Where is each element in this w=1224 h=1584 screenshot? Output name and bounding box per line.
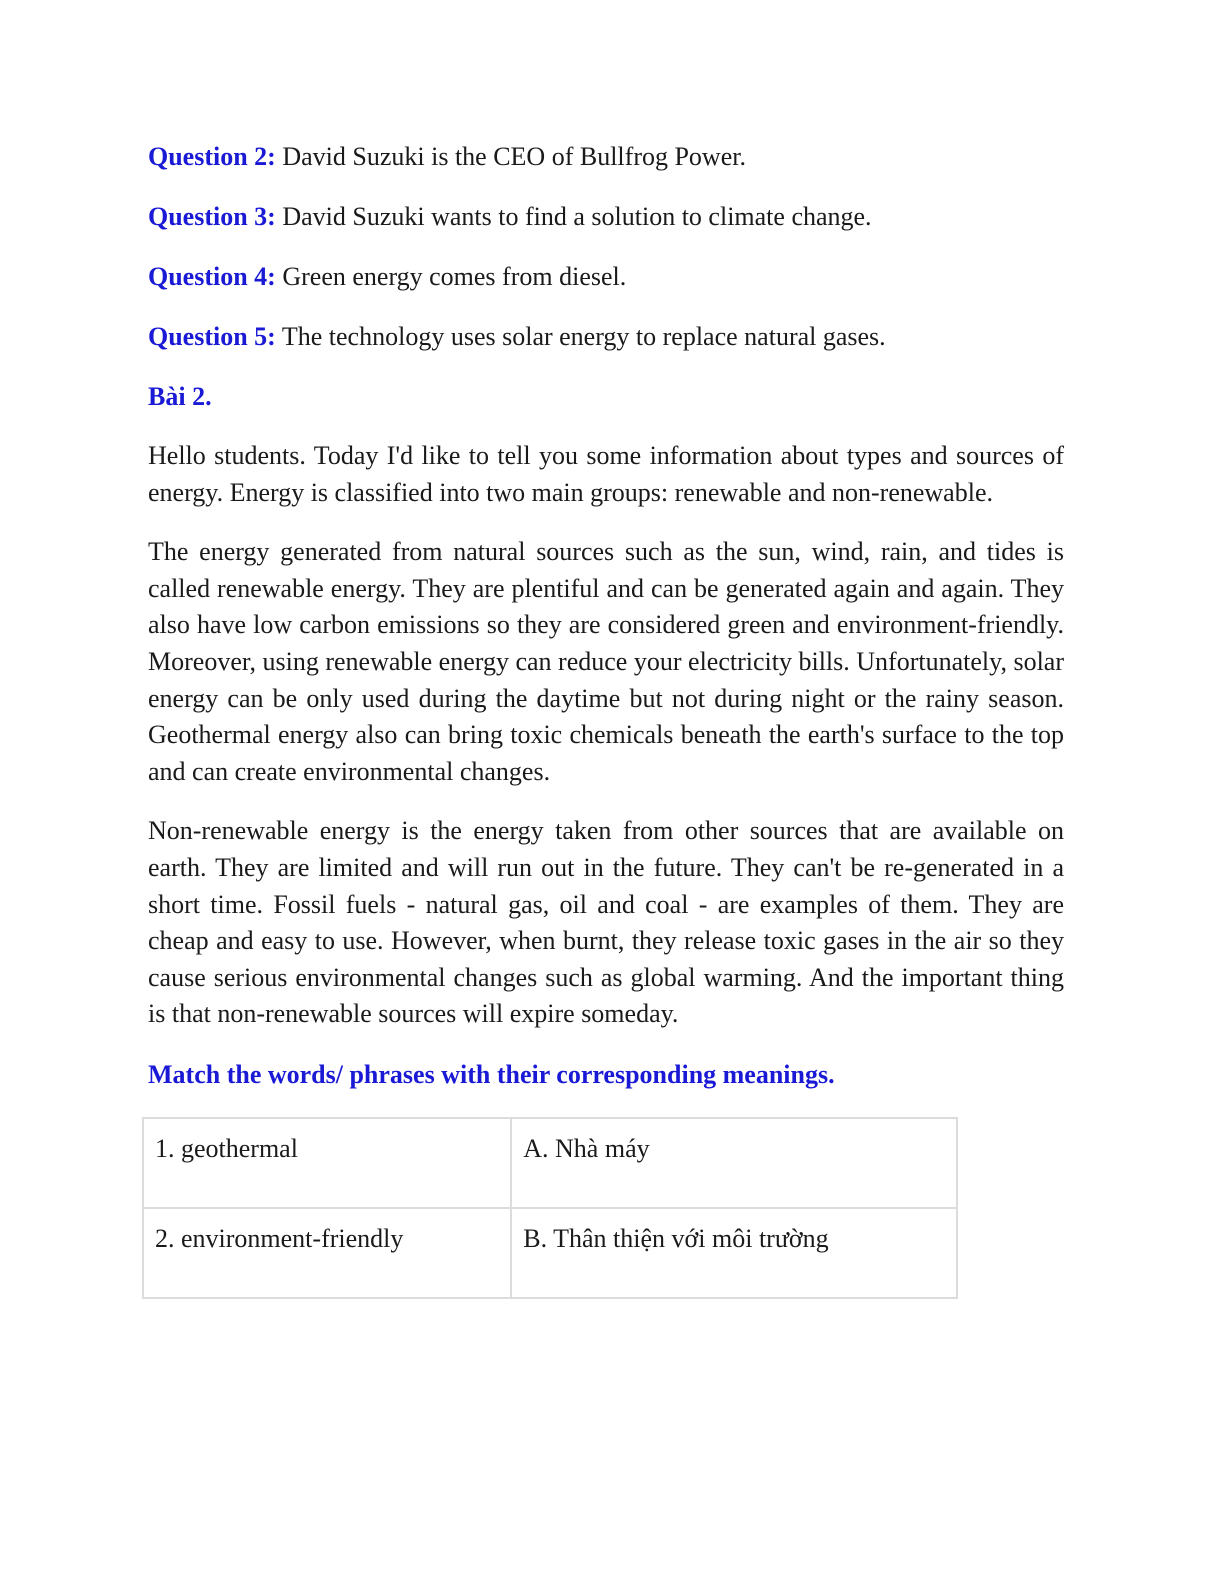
question-3 bbox=[148, 198, 1064, 235]
match-table bbox=[142, 1117, 958, 1299]
paragraph-renewable: The energy generated from natural sources such as the sun, wind, rain, and tides is called renewable energy. They are plentiful and can be generated again and again. They also have low carbon emissions so they are considered green and environment-friendly. Moreover, using renewable energy can reduce your electricity bills. Unfortunately, solar energy can be only used during the daytime but not during night or the rainy season. Geothermal energy also can bring toxic chemicals beneath the earth's surface to the top and can create environmental changes. bbox=[148, 537, 1064, 786]
document-page bbox=[148, 138, 1064, 1299]
word-cell: 1. geothermal bbox=[143, 1118, 511, 1208]
question-4 bbox=[148, 258, 1064, 295]
question-text: David Suzuki wants to find a solution to climate change. bbox=[275, 202, 872, 231]
question-label: Question 2: bbox=[148, 142, 276, 171]
section-heading: Bài 2. bbox=[148, 382, 212, 411]
question-label: Question 3: bbox=[148, 202, 276, 231]
meaning-cell: B. Thân thiện với môi trường bbox=[511, 1208, 957, 1298]
question-label: Question 4: bbox=[148, 262, 276, 291]
question-text: Green energy comes from diesel. bbox=[275, 262, 627, 291]
paragraph-non-renewable: Non-renewable energy is the energy taken from other sources that are available on earth. They are limited and will run out in the future. They can't be re-generated in a short time. Fossil fuels - natural gas, oil and coal - are examples of them. They are cheap and easy to use. However, when burnt, they release toxic gases in the air so they cause serious environmental changes such as global warming. And the important thing is that non-renewable sources will expire someday. bbox=[148, 816, 1064, 1029]
meaning-cell: A. Nhà máy bbox=[511, 1118, 957, 1208]
question-text: The technology uses solar energy to replace natural gases. bbox=[275, 322, 886, 351]
table-row bbox=[143, 1208, 957, 1298]
paragraph-intro: Hello students. Today I'd like to tell you some information about types and sources of energy. Energy is classified into two main groups: renewable and non-renewable. bbox=[148, 441, 1064, 507]
question-label: Question 5: bbox=[148, 322, 276, 351]
match-heading: Match the words/ phrases with their corresponding meanings. bbox=[148, 1059, 835, 1089]
question-2 bbox=[148, 138, 1064, 175]
question-text: David Suzuki is the CEO of Bullfrog Power. bbox=[275, 142, 746, 171]
word-cell: 2. environment-friendly bbox=[143, 1208, 511, 1298]
table-row bbox=[143, 1118, 957, 1208]
question-5 bbox=[148, 318, 1064, 355]
